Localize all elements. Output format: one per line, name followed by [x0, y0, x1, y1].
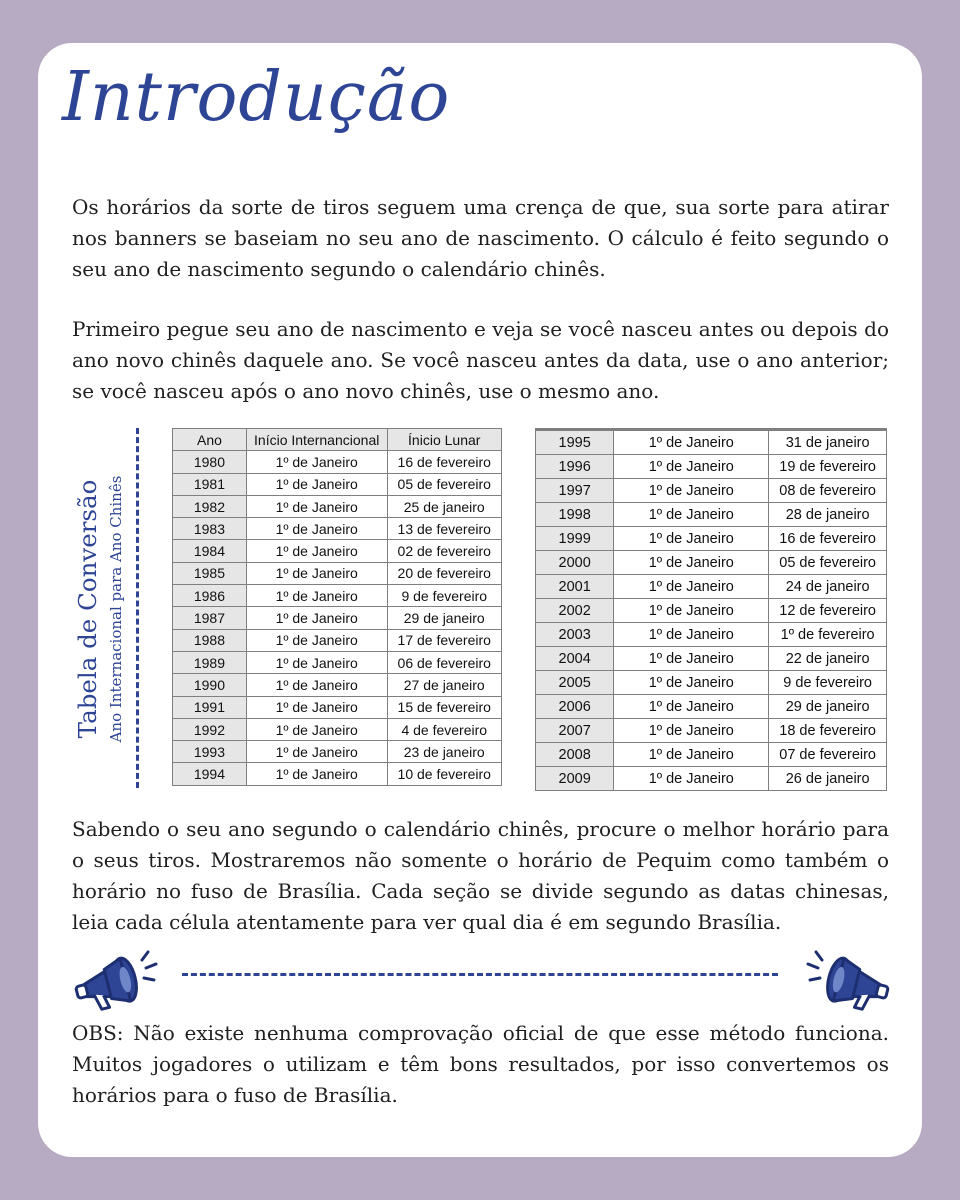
lunar-start-cell: 06 de fevereiro [387, 651, 502, 673]
international-start-cell: 1º de Janeiro [246, 696, 387, 718]
year-cell: 1995 [536, 430, 614, 455]
lunar-start-cell: 25 de janeiro [387, 495, 502, 517]
lunar-start-cell: 12 de fevereiro [769, 599, 887, 623]
table-header-row [173, 429, 502, 451]
international-start-cell: 1º de Janeiro [614, 455, 769, 479]
table-row [173, 451, 502, 473]
table-row [173, 718, 502, 740]
international-start-cell: 1º de Janeiro [246, 518, 387, 540]
year-cell: 2004 [536, 647, 614, 671]
year-cell: 2002 [536, 599, 614, 623]
lunar-start-cell: 24 de janeiro [769, 575, 887, 599]
table-row [536, 599, 887, 623]
table-row [536, 623, 887, 647]
lunar-start-cell: 9 de fevereiro [769, 671, 887, 695]
year-cell: 1981 [173, 473, 247, 495]
lunar-start-cell: 22 de janeiro [769, 647, 887, 671]
column-header: Ano [173, 429, 247, 451]
table-row [173, 495, 502, 517]
year-cell: 1997 [536, 479, 614, 503]
table-row [173, 674, 502, 696]
international-start-cell: 1º de Janeiro [246, 674, 387, 696]
lunar-start-cell: 17 de fevereiro [387, 629, 502, 651]
international-start-cell: 1º de Janeiro [614, 479, 769, 503]
vertical-divider [136, 428, 139, 788]
table-row [536, 743, 887, 767]
table-row [536, 455, 887, 479]
lunar-start-cell: 16 de fevereiro [387, 451, 502, 473]
year-cell: 1986 [173, 585, 247, 607]
table-row [173, 607, 502, 629]
table-row [536, 551, 887, 575]
table-row [536, 479, 887, 503]
conversion-table-left [172, 428, 502, 786]
lunar-start-cell: 02 de fevereiro [387, 540, 502, 562]
table-row [536, 527, 887, 551]
year-cell: 1992 [173, 718, 247, 740]
year-cell: 1987 [173, 607, 247, 629]
lunar-start-cell: 05 de fevereiro [769, 551, 887, 575]
lunar-start-cell: 23 de janeiro [387, 741, 502, 763]
year-cell: 1990 [173, 674, 247, 696]
table-row [536, 647, 887, 671]
international-start-cell: 1º de Janeiro [614, 767, 769, 791]
megaphone-icon [804, 948, 896, 1014]
table-row [173, 696, 502, 718]
international-start-cell: 1º de Janeiro [246, 763, 387, 785]
lunar-start-cell: 20 de fevereiro [387, 562, 502, 584]
year-cell: 1989 [173, 651, 247, 673]
table-row [173, 473, 502, 495]
year-cell: 1988 [173, 629, 247, 651]
year-cell: 1994 [173, 763, 247, 785]
year-cell: 1991 [173, 696, 247, 718]
year-cell: 1983 [173, 518, 247, 540]
international-start-cell: 1º de Janeiro [614, 647, 769, 671]
table-row [173, 562, 502, 584]
year-cell: 2007 [536, 719, 614, 743]
lunar-start-cell: 10 de fevereiro [387, 763, 502, 785]
year-cell: 2009 [536, 767, 614, 791]
table-row [536, 503, 887, 527]
year-cell: 2006 [536, 695, 614, 719]
international-start-cell: 1º de Janeiro [614, 743, 769, 767]
table-row [536, 719, 887, 743]
column-header: Ínicio Lunar [387, 429, 502, 451]
table-row [536, 695, 887, 719]
international-start-cell: 1º de Janeiro [614, 719, 769, 743]
international-start-cell: 1º de Janeiro [246, 540, 387, 562]
page-title: Introdução [62, 58, 451, 137]
table-row [173, 651, 502, 673]
lunar-start-cell: 29 de janeiro [387, 607, 502, 629]
international-start-cell: 1º de Janeiro [246, 718, 387, 740]
international-start-cell: 1º de Janeiro [614, 430, 769, 455]
international-start-cell: 1º de Janeiro [246, 495, 387, 517]
table-row [536, 575, 887, 599]
international-start-cell: 1º de Janeiro [614, 575, 769, 599]
year-cell: 1998 [536, 503, 614, 527]
table-row [536, 430, 887, 455]
lunar-start-cell: 26 de janeiro [769, 767, 887, 791]
lunar-start-cell: 07 de fevereiro [769, 743, 887, 767]
international-start-cell: 1º de Janeiro [246, 629, 387, 651]
lunar-start-cell: 16 de fevereiro [769, 527, 887, 551]
explanation-paragraph: Sabendo o seu ano segundo o calendário chinês, procure o melhor horário para o seus tiros. Mostraremos não somente o horário de Pequim como também o horário no fuso de Brasília. Cada seção se divide segundo as datas chinesas, leia cada célula atentamente para ver qual dia é em segundo Brasília. [72, 817, 889, 934]
table-row [173, 585, 502, 607]
table-row [173, 763, 502, 785]
lunar-start-cell: 18 de fevereiro [769, 719, 887, 743]
international-start-cell: 1º de Janeiro [246, 607, 387, 629]
international-start-cell: 1º de Janeiro [246, 451, 387, 473]
international-start-cell: 1º de Janeiro [246, 741, 387, 763]
megaphone-icon [68, 948, 160, 1014]
year-cell: 1982 [173, 495, 247, 517]
intro-paragraph: Os horários da sorte de tiros seguem uma crença de que, sua sorte para atirar nos banners se baseiam no seu ano de nascimento. O cálculo é feito segundo o seu ano de nascimento segundo o calendário chinês. [72, 195, 889, 281]
lunar-start-cell: 05 de fevereiro [387, 473, 502, 495]
lunar-start-cell: 15 de fevereiro [387, 696, 502, 718]
lunar-start-cell: 9 de fevereiro [387, 585, 502, 607]
table-title-main: Tabela de Conversão [73, 479, 102, 739]
international-start-cell: 1º de Janeiro [246, 651, 387, 673]
international-start-cell: 1º de Janeiro [614, 527, 769, 551]
international-start-cell: 1º de Janeiro [614, 551, 769, 575]
international-start-cell: 1º de Janeiro [614, 503, 769, 527]
international-start-cell: 1º de Janeiro [614, 671, 769, 695]
table-title-sub: Ano Internacional para Ano Chinês [107, 475, 125, 743]
conversion-table-right [535, 428, 887, 791]
lunar-start-cell: 1º de fevereiro [769, 623, 887, 647]
lunar-start-cell: 08 de fevereiro [769, 479, 887, 503]
lunar-start-cell: 19 de fevereiro [769, 455, 887, 479]
disclaimer-paragraph: OBS: Não existe nenhuma comprovação oficial de que esse método funciona. Muitos jogadores o utilizam e têm bons resultados, por isso convertemos os horários para o fuso de Brasília. [72, 1021, 889, 1107]
lunar-start-cell: 13 de fevereiro [387, 518, 502, 540]
year-cell: 1980 [173, 451, 247, 473]
year-cell: 2005 [536, 671, 614, 695]
year-cell: 1999 [536, 527, 614, 551]
year-cell: 1985 [173, 562, 247, 584]
table-row [536, 671, 887, 695]
international-start-cell: 1º de Janeiro [246, 473, 387, 495]
year-cell: 1993 [173, 741, 247, 763]
international-start-cell: 1º de Janeiro [614, 623, 769, 647]
lunar-start-cell: 29 de janeiro [769, 695, 887, 719]
lunar-start-cell: 31 de janeiro [769, 430, 887, 455]
lunar-start-cell: 4 de fevereiro [387, 718, 502, 740]
horizontal-divider [182, 973, 778, 976]
year-cell: 2000 [536, 551, 614, 575]
table-title [72, 428, 134, 790]
table-row [173, 518, 502, 540]
table-row [173, 741, 502, 763]
year-cell: 2003 [536, 623, 614, 647]
instructions-paragraph: Primeiro pegue seu ano de nascimento e veja se você nasceu antes ou depois do ano novo chinês daquele ano. Se você nasceu antes da data, use o ano anterior; se você nasceu após o ano novo chinês, use o mesmo ano. [72, 317, 889, 403]
table-row [173, 540, 502, 562]
table-row [536, 767, 887, 791]
international-start-cell: 1º de Janeiro [614, 599, 769, 623]
lunar-start-cell: 28 de janeiro [769, 503, 887, 527]
year-cell: 2008 [536, 743, 614, 767]
year-cell: 2001 [536, 575, 614, 599]
year-cell: 1984 [173, 540, 247, 562]
international-start-cell: 1º de Janeiro [246, 585, 387, 607]
table-row [173, 629, 502, 651]
lunar-start-cell: 27 de janeiro [387, 674, 502, 696]
international-start-cell: 1º de Janeiro [614, 695, 769, 719]
year-cell: 1996 [536, 455, 614, 479]
international-start-cell: 1º de Janeiro [246, 562, 387, 584]
column-header: Início Internancional [246, 429, 387, 451]
